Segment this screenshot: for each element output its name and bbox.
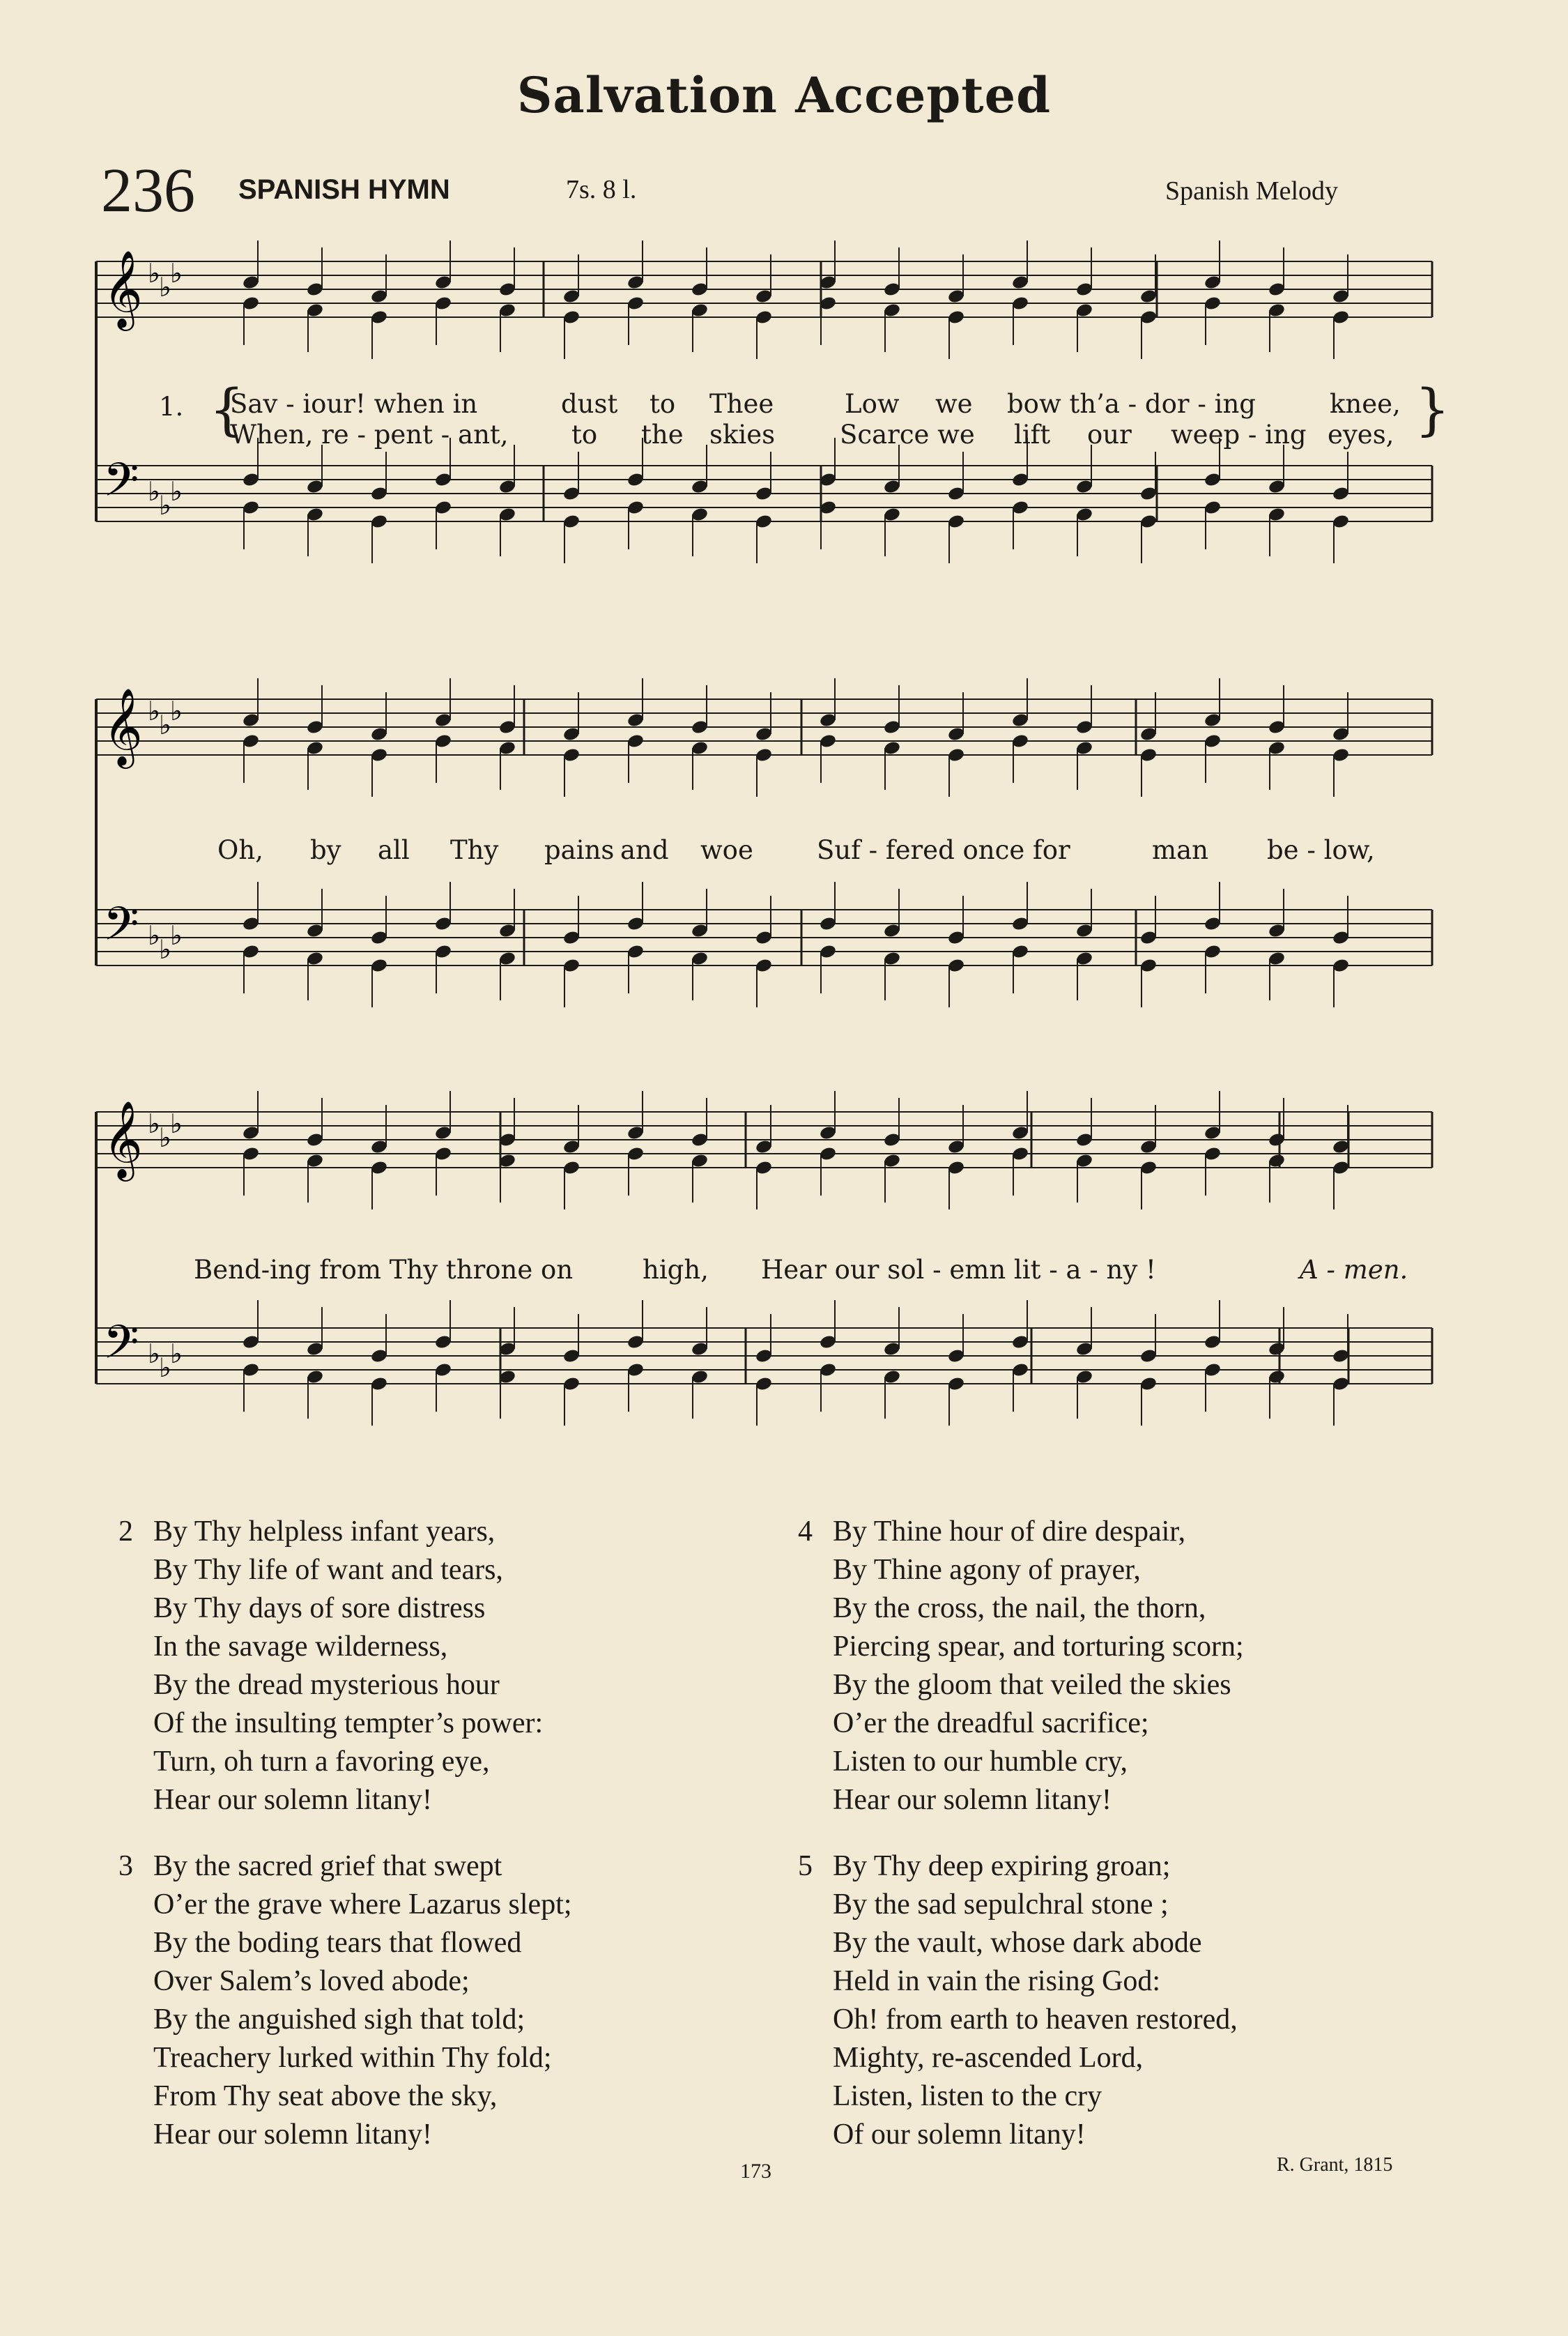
lyric-s1-l1-0: Sav - iour! when in	[230, 389, 478, 419]
verse-5	[798, 1847, 1238, 2154]
lyric-s1-l1-7: knee,	[1330, 389, 1401, 419]
flat-icon: ♭	[170, 1108, 183, 1139]
verse-line: Listen to our humble cry,	[833, 1746, 1128, 1778]
verse-line: In the savage wilderness,	[153, 1631, 448, 1663]
verse-line: By the dread mysterious hour	[153, 1669, 500, 1701]
verse-line: Turn, oh turn a favoring eye,	[153, 1746, 490, 1778]
lyric-s1-l1-2: to	[650, 389, 676, 419]
flat-icon: ♭	[170, 920, 183, 951]
flat-icon: ♭	[148, 696, 160, 726]
flat-icon: ♭	[170, 476, 183, 507]
treble-clef-icon: 𝄞	[103, 250, 143, 328]
lyric-s2-6: woe	[700, 835, 753, 865]
verse-line: O’er the grave where Lazarus slept;	[153, 1888, 572, 1921]
verse-line: Hear our solemn litany!	[153, 2119, 433, 2151]
verse-line: By the boding tears that flowed	[153, 1927, 522, 1959]
lyric-s2-0: Oh,	[217, 835, 263, 865]
flat-icon: ♭	[159, 934, 171, 965]
flat-icon: ♭	[148, 258, 160, 289]
flat-icon: ♭	[148, 1108, 160, 1139]
verse-line: 3 By the sacred grief that swept	[118, 1847, 572, 1886]
lyric-s1-l1-4: Low	[845, 389, 900, 419]
verse-line: 4 By Thine hour of dire despair,	[798, 1513, 1244, 1551]
lyric-s1-l2-1: to	[571, 420, 598, 450]
flat-icon: ♭	[148, 920, 160, 951]
lyric-brace: {	[209, 377, 245, 442]
lyric-s2-1: by	[310, 835, 341, 865]
verse-number: 3	[118, 1850, 133, 1882]
lyric-s2-3: Thy	[450, 835, 499, 865]
verse-line: Of our solemn litany!	[833, 2119, 1086, 2151]
lyric-s1-l2-3: skies	[709, 420, 776, 450]
flat-icon: ♭	[159, 272, 171, 303]
page-number: 173	[740, 2160, 771, 2183]
verse-line: By Thy life of want and tears,	[153, 1554, 503, 1586]
verse-line: By the sad sepulchral stone ;	[833, 1888, 1169, 1921]
flat-icon: ♭	[159, 1352, 171, 1383]
verse-line: By Thy days of sore distress	[153, 1592, 486, 1624]
verse-line: From Thy seat above the sky,	[153, 2080, 498, 2112]
bass-clef-icon: 𝄢	[103, 897, 139, 962]
lyric-amen: A - men.	[1300, 1255, 1408, 1285]
flat-icon: ♭	[159, 490, 171, 521]
flat-icon: ♭	[170, 1338, 183, 1369]
page-title: Salvation Accepted	[516, 66, 1052, 124]
lyric-s2-2: all	[378, 835, 410, 865]
verse-line: By the anguished sigh that told;	[153, 2003, 525, 2036]
flat-icon: ♭	[170, 696, 183, 726]
verse-line: Hear our solemn litany!	[833, 1784, 1112, 1816]
lyric-s1-l1-6: bow th’a - dor - ing	[1007, 389, 1256, 419]
flat-icon: ♭	[159, 710, 171, 740]
lyric-s2-4: pains	[544, 835, 615, 865]
meter: 7s. 8 l.	[566, 175, 637, 204]
verse-number-1: 1.	[159, 392, 184, 422]
verse-line: Oh! from earth to heaven restored,	[833, 2003, 1238, 2036]
verse-line: Over Salem’s loved abode;	[153, 1965, 470, 1997]
tune-name: SPANISH HYMN	[238, 174, 450, 205]
lyric-s2-7: Suf - fered once for	[817, 835, 1070, 865]
verse-line: By the vault, whose dark abode	[833, 1927, 1202, 1959]
verse-4	[798, 1513, 1244, 1819]
treble-clef-icon: 𝄞	[103, 687, 143, 765]
lyric-s2-5: and	[620, 835, 669, 865]
hymn-number: 236	[101, 156, 195, 225]
verse-line: Hear our solemn litany!	[153, 1784, 433, 1816]
flat-icon: ♭	[148, 1338, 160, 1369]
verse-line: 2 By Thy helpless infant years,	[118, 1513, 543, 1551]
verse-2	[118, 1513, 543, 1819]
lyric-s3-2: Hear our sol - emn lit - a - ny !	[761, 1255, 1156, 1285]
treble-clef-icon: 𝄞	[103, 1100, 143, 1178]
verse-line: Of the insulting tempter’s power:	[153, 1707, 544, 1739]
verse-line: Listen, listen to the cry	[833, 2080, 1102, 2112]
lyric-s1-l1-1: dust	[561, 389, 618, 419]
flat-icon: ♭	[159, 1122, 171, 1153]
lyric-s3-1: high,	[643, 1255, 709, 1285]
verse-line: Held in vain the rising God:	[833, 1965, 1161, 1997]
bass-clef-icon: 𝄢	[103, 1315, 139, 1380]
lyric-s2-8: man	[1152, 835, 1208, 865]
bass-clef-icon: 𝄢	[103, 453, 139, 518]
verse-line: Mighty, re-ascended Lord,	[833, 2042, 1144, 2074]
verse-line: By the gloom that veiled the skies	[833, 1669, 1231, 1701]
lyric-s2-9: be - low,	[1267, 835, 1375, 865]
lyric-s1-l2-2: the	[641, 420, 684, 450]
lyric-s1-l2-0: When, re - pent - ant,	[230, 420, 509, 450]
lyric-s1-l2-6: our	[1087, 420, 1132, 450]
hymn-author: R. Grant, 1815	[1277, 2154, 1393, 2176]
lyric-s3-0: Bend-ing from Thy throne on	[194, 1255, 574, 1285]
lyric-s1-l2-7: weep - ing	[1171, 420, 1307, 450]
verse-line: By Thine agony of prayer,	[833, 1554, 1141, 1586]
verse-line: O’er the dreadful sacrifice;	[833, 1707, 1149, 1739]
verse-3	[118, 1847, 572, 2154]
lyric-s1-l1-5: we	[935, 389, 973, 419]
lyric-s1-l1-3: Thee	[709, 389, 774, 419]
lyric-brace-right: }	[1415, 377, 1450, 442]
flat-icon: ♭	[170, 258, 183, 289]
flat-icon: ♭	[148, 476, 160, 507]
verse-number: 2	[118, 1516, 133, 1548]
lyric-s1-l2-4: Scarce we	[840, 420, 975, 450]
verse-number: 4	[798, 1516, 813, 1548]
lyric-s1-l2-8: eyes,	[1328, 420, 1394, 450]
verse-line: By the cross, the nail, the thorn,	[833, 1592, 1206, 1624]
verse-line: Treachery lurked within Thy fold;	[153, 2042, 552, 2074]
verse-line: Piercing spear, and torturing scorn;	[833, 1631, 1244, 1663]
verse-number: 5	[798, 1850, 813, 1882]
verse-line: 5 By Thy deep expiring groan;	[798, 1847, 1238, 1886]
lyric-s1-l2-5: lift	[1014, 420, 1051, 450]
composer: Spanish Melody	[1165, 176, 1339, 206]
